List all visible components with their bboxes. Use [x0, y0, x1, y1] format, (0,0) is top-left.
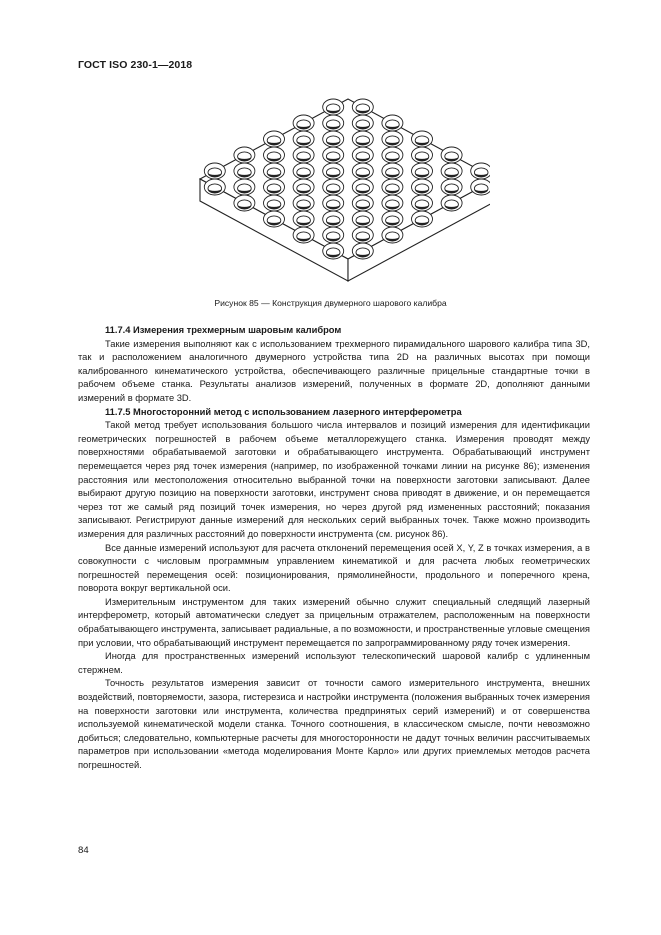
- paragraph: Точность результатов измерения зависит от точности самого измерительного инструмента, внешних воздействий, повторяемости, зазора, гистерезиса и настройки инструмента (положения выбранных точек измерения на поверхности заготовки или инструмента, количества предпринятых серий измерений) и от совершенства используемой кинематической модели станка. Точного соотношения, в классическом смысле, почти невозможно добиться; следовательно, компьютерные расчеты для многосторонности не дадут точных величин рассчитываемых параметров при использовании «метода моделирования Монте Карло» или других приемлемых методов расчета погрешностей.: [78, 678, 590, 770]
- figure-caption: Рисунок 85 — Конструкция двумерного шарового калибра: [214, 298, 447, 308]
- paragraph: Иногда для пространственных измерений используют телескопический шаровой калибр с удлиненным стержнем.: [78, 651, 590, 675]
- document-body: [78, 324, 590, 773]
- paragraph: Все данные измерений используют для расчета отклонений перемещения осей X, Y, Z в точках измерения, а в совокупности с числовым программным управлением кинематикой и для расчета любых геометрических погрешностей перемещения осей: позиционирования, прямолинейности, продольного и поперечного крена, поворота вокруг вертикальной оси.: [78, 542, 590, 594]
- ball-plate-figure: [190, 92, 490, 292]
- page-number: 84: [78, 845, 89, 856]
- paragraph: Такие измерения выполняют как с использованием трехмерного пирамидального шарового калибра типа 3D, так и расположением аналогичного двумерного устройства типа 2D на различных высотах при помощи калиброванного кинематического устройства, обеспечивающего различные прицельные стандартные точки в рабочем объеме станка. Результаты анализов измерений, полученных в формате 2D, дополняют данными измерений в формате 3D.: [78, 338, 590, 403]
- section-heading-11-7-4: 11.7.4 Измерения трехмерным шаровым калибром: [105, 325, 342, 335]
- paragraph: Такой метод требует использования большого числа интервалов и позиций измерения для идентификации геометрических погрешностей в рабочем объеме металлорежущего станка. Измерения проводят между поверхностями обрабатываемой заготовки и обрабатывающего инструмента. Обрабатывающий инструмент перемещается через ряд точек измерения (например, по изображенной точками линии на рисунке 86); изменения расстояния или местоположения относительно выбранной точки на поверхности заготовки записывают. Далее выбирают другую позицию на поверхности заготовки, инструмент снова приводят в движение, и он перемещается через тот же самый ряд позиций точек измерения, но через другой ряд измененных расстояний; показания записывают. Регистрируют данные измерений для нескольких серий выбранных точек. Также можно производить измерения для различных расстояний до поверхности инструмента (см. рисунок 86).: [78, 420, 590, 539]
- section-heading-11-7-5: 11.7.5 Многосторонний метод с использованием лазерного интерферометра: [105, 406, 462, 417]
- document-header: ГОСТ ISO 230-1—2018: [78, 59, 193, 71]
- paragraph: Измерительным инструментом для таких измерений обычно служит специальный следящий лазерный интерферометр, который автоматически следует за прицельным отражателем, расположенным на поверхности обрабатывающего инструмента, записывает радиальные, а по возможности, и пространственные угловые смещения при условии, что обрабатывающий инструмент перемещается по запрограммированному ряду точек измерения.: [78, 596, 590, 648]
